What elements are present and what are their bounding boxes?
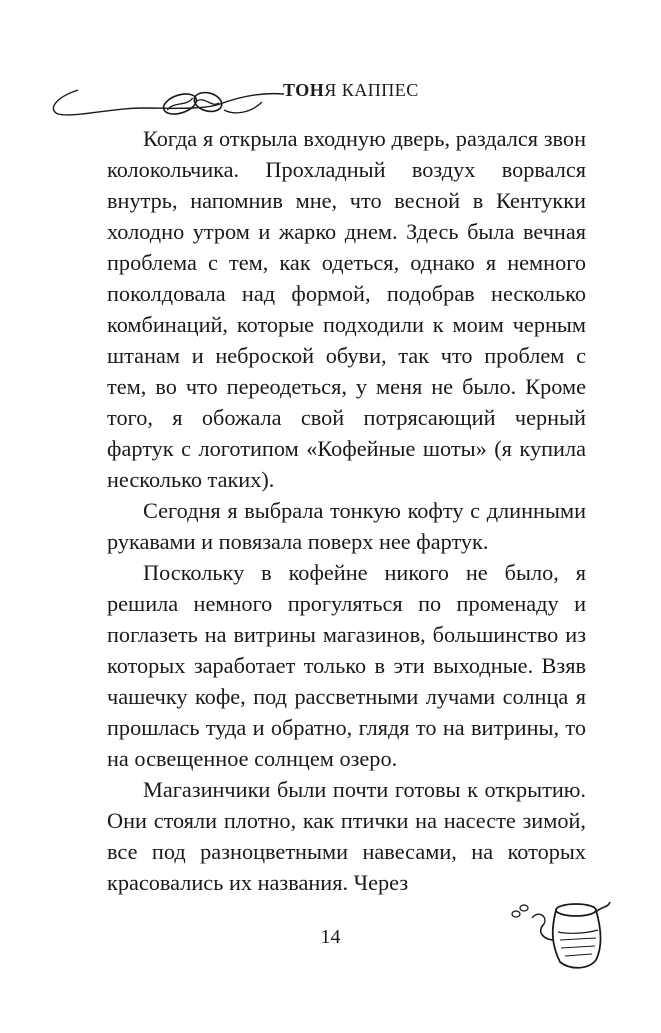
paragraph: Поскольку в кофейне никого не было, я решила немного прогуляться по променаду и поглазеть на витрины магазинов, большинство из которых заработает только в эти выходные. Взяв чашечку кофе, под рассветными лучами солнца я прошлась туда и обратно, глядя то на витрины, то на освещенное солнцем озеро. [107,560,586,771]
paragraph: Сегодня я выбрала тонкую кофту с длинными рукавами и повязала поверх нее фартук. [107,498,586,554]
body-text [107,123,586,898]
coffee-beans-swirl-icon [40,70,290,130]
cream-pitcher-icon [508,896,613,971]
page-number: 14 [320,926,341,948]
author-bold-part: ТОН [283,80,325,100]
author-rest-part: Я КАППЕС [324,80,419,100]
paragraph: Магазинчики были почти готовы к открытию. Они стояли плотно, как птички на насесте зимой, все под разноцветными навесами, на которых красовались их названия. Через [107,777,586,895]
paragraph: Когда я открыла входную дверь, раздался звон колокольчика. Прохладный воздух ворвался внутрь, напомнив мне, что весной в Кентукки холодно утром и жарко днем. Здесь была вечная проблема с тем, как одеться, однако я немного поколдовала над формой, подобрав несколько комбинаций, которые подходили к моим черным штанам и неброской обуви, так что проблем с тем, во что переодеться, у меня не было. Кроме того, я обожала свой потрясающий черный фартук с логотипом «Кофейные шоты» (я купила несколько таких). [107,126,586,492]
running-head-author [283,80,419,101]
